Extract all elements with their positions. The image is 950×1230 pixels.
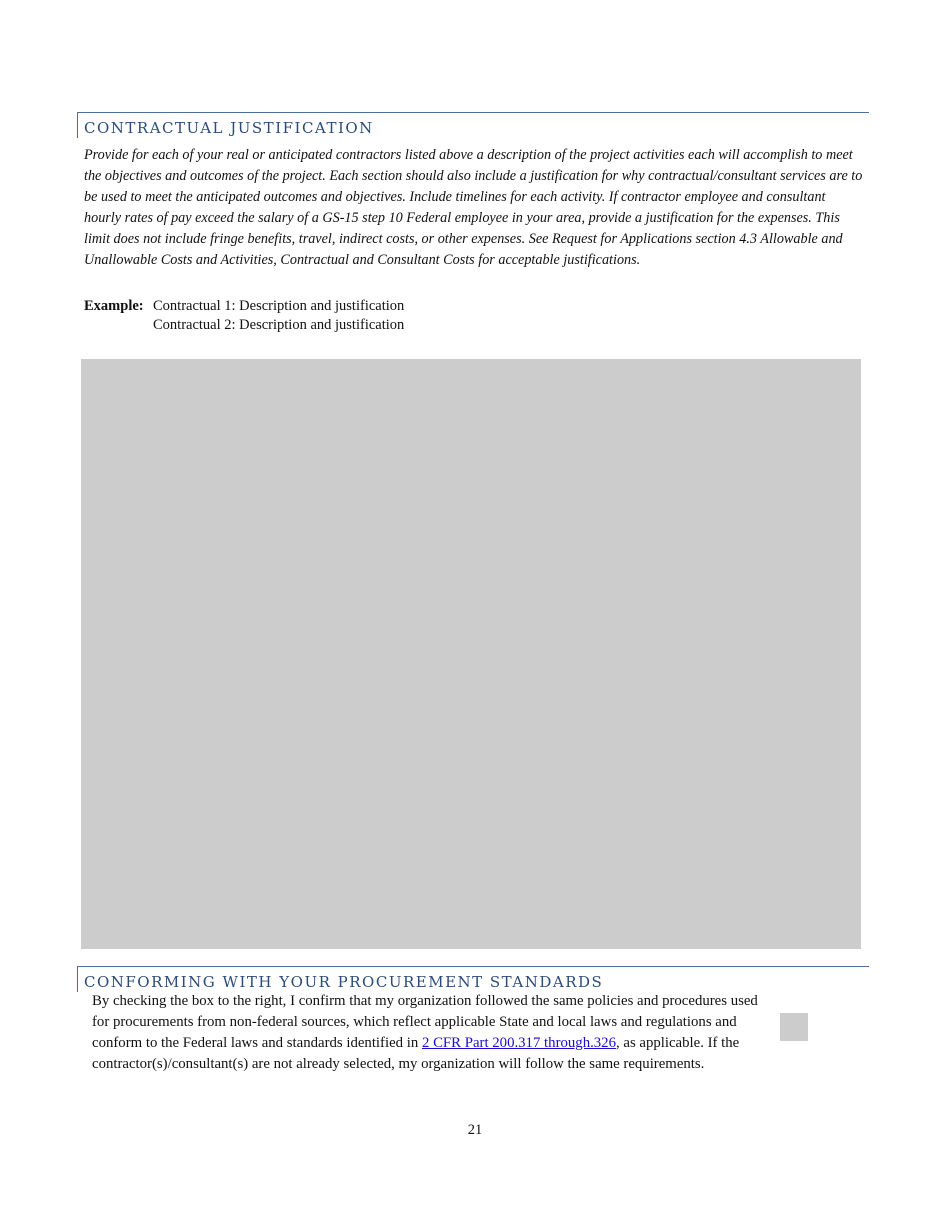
example-line-2: Contractual 2: Description and justification [153,316,405,333]
section-heading-text: CONFORMING WITH YOUR PROCUREMENT STANDARDS [84,973,604,991]
page-number: 21 [467,1122,483,1138]
procurement-standards-heading [77,966,869,992]
section-heading-text: CONTRACTUAL JUSTIFICATION [84,119,374,137]
example-line-1: Contractual 1: Description and justification [153,298,405,314]
cfr-link[interactable]: 2 CFR Part 200.317 through.326 [421,1035,616,1051]
contractual-justification-input[interactable] [81,359,861,949]
contractual-instructions: Provide for each of your real or anticipated contractors listed above a description of the project activities each will accomplish to meet the objectives and outcomes of the project. Each section should also include a justification for why contractual/consultant services are to be used to meet the anticipated outcomes and objectives. Include timelines for each activity. If contractor employee and consultant hourly rates of pay exceed the salary of a GS-15 step 10 Federal employee in your area, provide a justification for the expenses. This limit does not include fringe benefits, travel, indirect costs, or other expenses. See Request for Applications section 4.3 Allowable and Unallowable Costs and Activities, Contractual and Consultant Costs for acceptable justifications. [84,147,863,268]
example-block [84,297,404,334]
contractual-justification-heading [77,112,869,138]
confirmation-text-part-2: , as applicable. If the contractor(s)/consultant(s) are not already selected, my organization will follow the same requirements. [92,1035,740,1072]
confirmation-text-part-1: By checking the box to the right, I confirm that my organization followed the same policies and procedures used for procurements from non-federal sources, which reflect applicable State and local laws and regulations and conform to the Federal laws and standards identified in [92,993,758,1051]
procurement-confirmation-text [92,991,762,1075]
procurement-confirm-checkbox[interactable] [780,1013,808,1041]
example-label: Example: [84,298,144,314]
